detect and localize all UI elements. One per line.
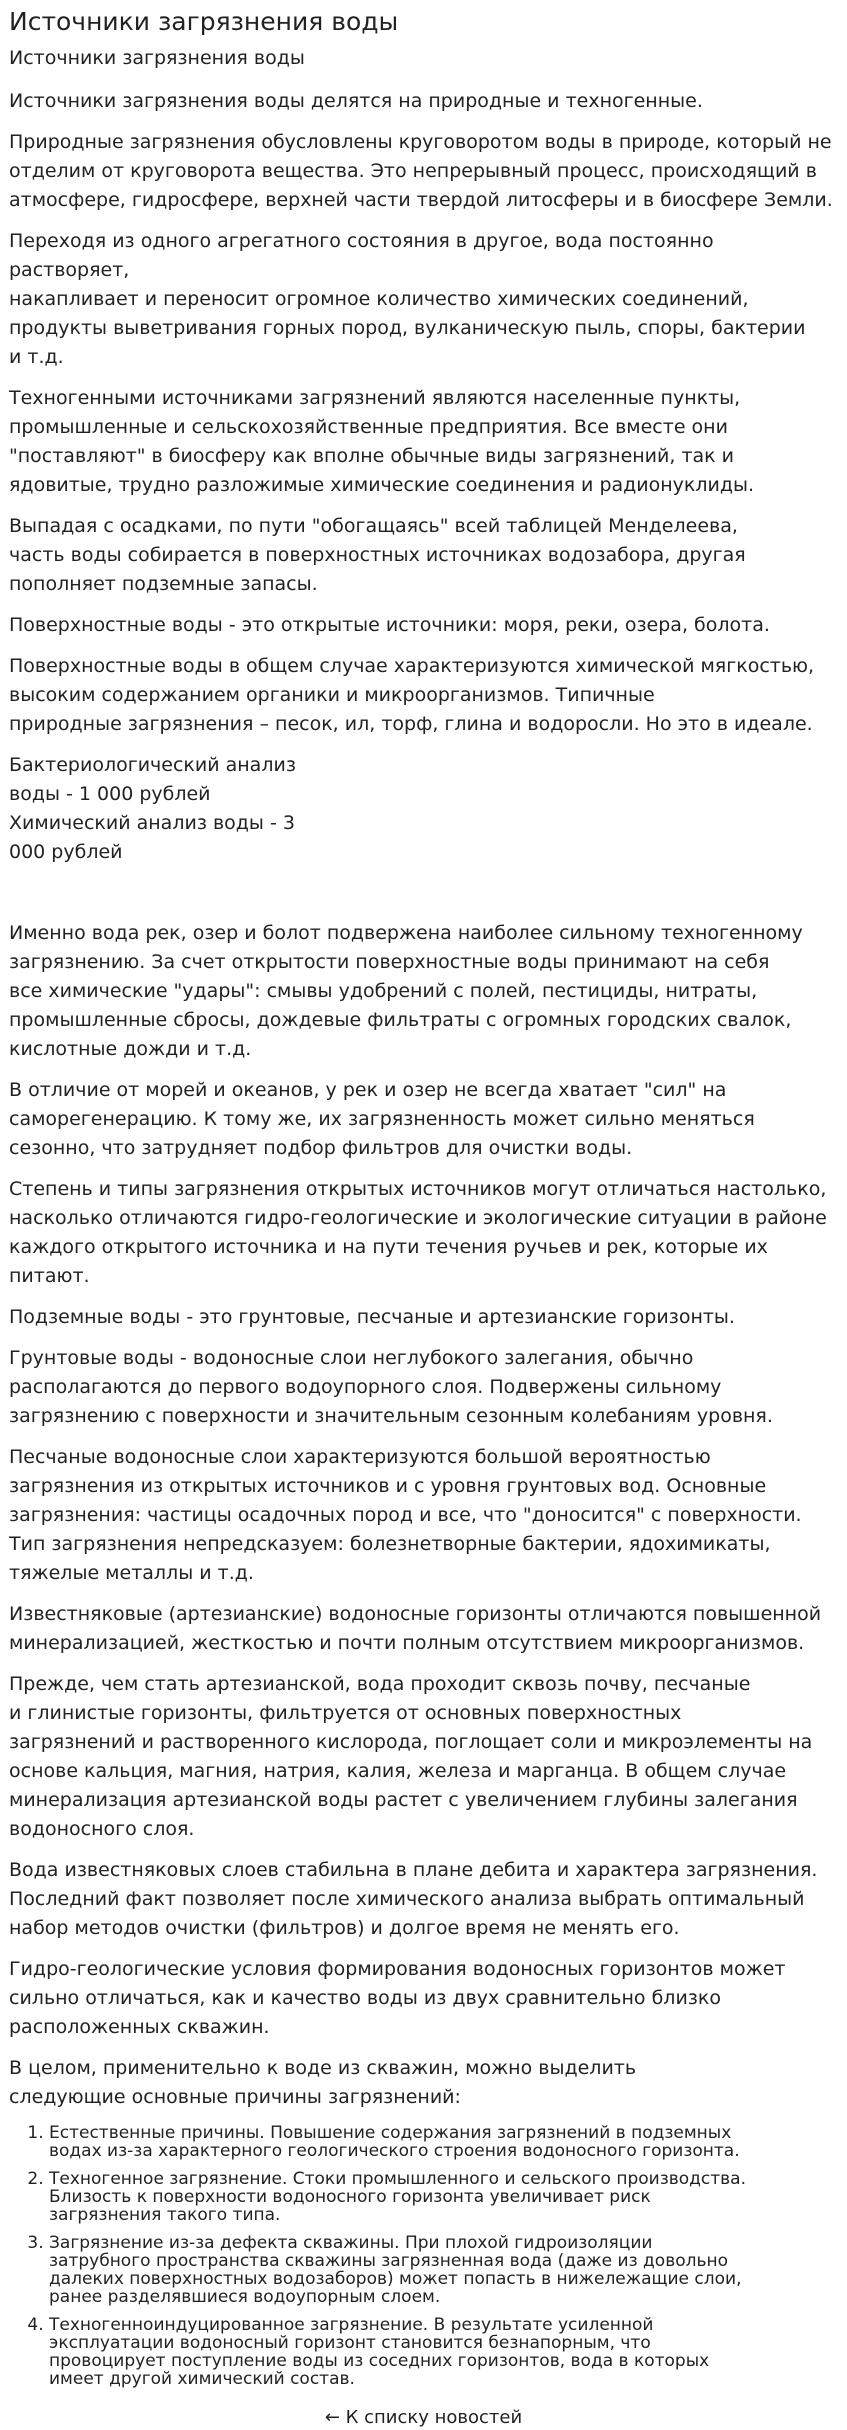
- paragraph: Степень и типы загрязнения открытых источников могут отличаться настолько, насколько отличаются гидро-геологические и экологические ситуации в районе каждого открытого источника и на пути течения ручьев и рек, которые их питают.: [9, 1178, 827, 1287]
- article-subtitle: Источники загрязнения воды: [9, 47, 305, 69]
- paragraph: Природные загрязнения обусловлены круговоротом воды в природе, который не отделим от круговорота вещества. Это непрерывный процесс, происходящий в атмосфере, гидросфере, верхней части твердой литосферы и в биосфере Земли.: [9, 131, 833, 211]
- paragraph: В целом, применительно к воде из скважин, можно выделить следующие основные причины загрязнений:: [9, 2057, 637, 2108]
- list-item: 2. Техногенное загрязнение. Стоки промышленного и сельского производства. Близость к поверхности водоносного горизонта увеличивает риск загрязнения такого типа.: [49, 2170, 838, 2224]
- back-to-news-link[interactable]: ← К списку новостей: [324, 2407, 523, 2428]
- paragraph: Именно вода рек, озер и болот подвержена наиболее сильному техногенному загрязнению. За счет открытости поверхностные воды принимают на себя все химические "удары": смывы удобрений с полей, пестициды, нитраты, промышленные сбросы, дождевые фильтраты с огромных городских свалок, кислотные дожди и т.д.: [9, 922, 803, 1060]
- paragraph: Источники загрязнения воды делятся на природные и техногенные.: [9, 90, 703, 112]
- paragraph: Выпадая с осадками, по пути "обогащаясь" всей таблицей Менделеева, часть воды собирается в поверхностных источниках водозабора, другая пополняет подземные запасы.: [9, 515, 746, 595]
- paragraph: Прежде, чем стать артезианской, вода проходит сквозь почву, песчаные и глинистые горизонты, фильтруется от основных поверхностных загрязнений и растворенного кислорода, поглощает соли и микроэлементы на основе кальция, магния, натрия, калия, железа и марганца. В общем случае минерализация артезианской воды растет с увеличением глубины залегания водоносного слоя.: [9, 1673, 813, 1840]
- paragraph: Грунтовые воды - водоносные слои неглубокого залегания, обычно располагаются до первого водоупорного слоя. Подвержены сильному загрязнению с поверхности и значительным сезонным колебаниям уровня.: [9, 1347, 773, 1427]
- paragraph: Подземные воды - это грунтовые, песчаные и артезианские горизонты.: [9, 1306, 735, 1328]
- paragraph: Гидро-геологические условия формирования водоносных горизонтов может сильно отличаться, как и качество воды из двух сравнительно близко расположенных скважин.: [9, 1958, 786, 2038]
- paragraph: В отличие от морей и океанов, у рек и озер не всегда хватает "сил" на саморегенерацию. К тому же, их загрязненность может сильно меняться сезонно, что затрудняет подбор фильтров для очистки воды.: [9, 1079, 755, 1159]
- paragraph: Вода известняковых слоев стабильна в плане дебита и характера загрязнения. Последний факт позволяет после химического анализа выбрать оптимальный набор методов очистки (фильтров) и долгое время не менять его.: [9, 1859, 818, 1939]
- list-item: 4. Техногенноиндуцированное загрязнение. В результате усиленной эксплуатации водоносный горизонт становится безнапорным, что провоцирует поступление воды из соседних горизонтов, вода в которых имеет другой химический состав.: [49, 2316, 838, 2388]
- list-item: 3. Загрязнение из-за дефекта скважины. При плохой гидроизоляции затрубного пространства скважины загрязненная вода (даже из довольно далеких поверхностных водозаборов) может попасть в нижележащие слои, ранее разделявшиеся водоупорным слоем.: [49, 2234, 838, 2306]
- article-body-top: [9, 87, 838, 739]
- list-item: 1. Естественные причины. Повышение содержания загрязнений в подземных водах из-за характерного геологического строения водоносного горизонта.: [49, 2124, 838, 2160]
- paragraph: Известняковые (артезианские) водоносные горизонты отличаются повышенной минерализацией, жесткостью и почти полным отсутствием микроорганизмов.: [9, 1603, 822, 1654]
- paragraph: Переходя из одного агрегатного состояния в другое, вода постоянно растворяет, накапливает и переносит огромное количество химических соединений, продукты выветривания горных пород, вулканическую пыль, споры, бактерии и т.д.: [9, 230, 806, 368]
- paragraph: Поверхностные воды - это открытые источники: моря, реки, озера, болота.: [9, 614, 770, 636]
- paragraph: Поверхностные воды в общем случае характеризуются химической мягкостью, высоким содержанием органики и микроорганизмов. Типичные природные загрязнения – песок, ил, торф, глина и водоросли. Но это в идеале.: [9, 655, 815, 735]
- page-title: Источники загрязнения воды: [9, 7, 399, 36]
- paragraph: Песчаные водоносные слои характеризуются большой вероятностью загрязнения из открытых источников и с уровня грунтовых вод. Основные загрязнения: частицы осадочных пород и все, что "доносится" с поверхности. Тип загрязнения непредсказуем: болезнетворные бактерии, ядохимикаты, тяжелые металлы и т.д.: [9, 1446, 802, 1584]
- price-info: Бактериологический анализ воды - 1 000 рублей Химический анализ воды - 3 000 рублей: [9, 754, 296, 863]
- causes-list: [9, 2124, 838, 2388]
- paragraph: Техногенными источниками загрязнений являются населенные пункты, промышленные и сельскохозяйственные предприятия. Все вместе они "поставляют" в биосферу как вполне обычные виды загрязнений, так и ядовитые, трудно разложимые химические соединения и радионуклиды.: [9, 387, 755, 496]
- article-body-bottom: [9, 919, 838, 2112]
